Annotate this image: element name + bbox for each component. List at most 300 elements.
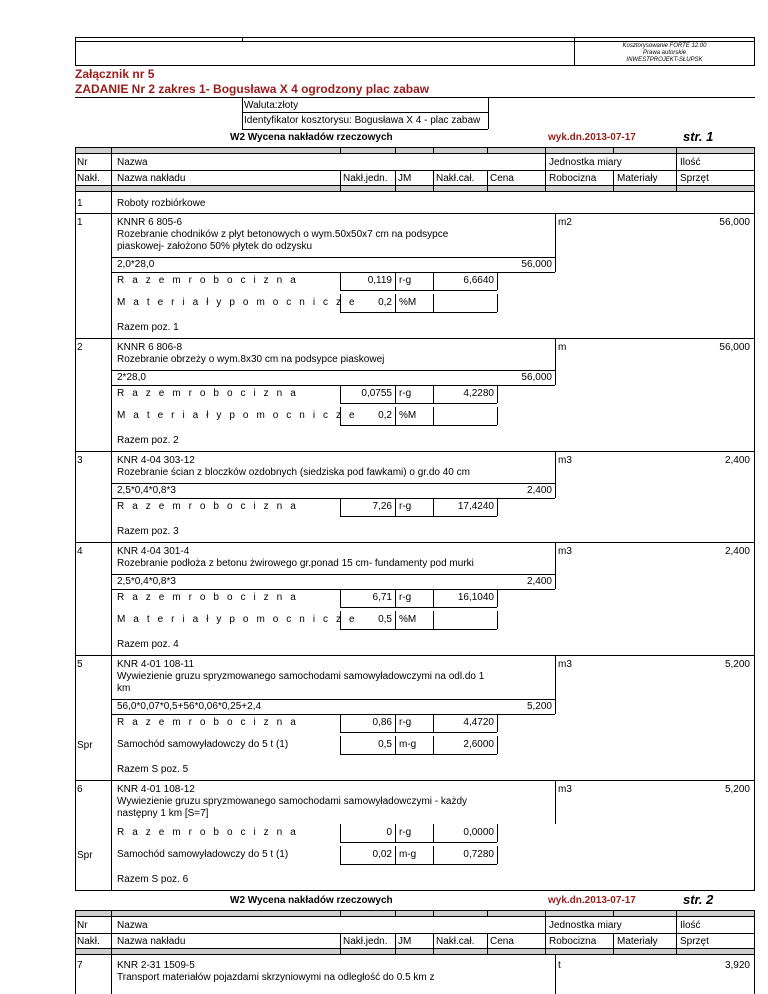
page-number: str. 2 (683, 892, 714, 907)
vertical-rule (555, 257, 556, 272)
vertical-rule (111, 520, 112, 542)
vertical-rule (111, 257, 112, 272)
vertical-rule (497, 611, 498, 629)
resource-norm: 0,0755 (361, 388, 392, 399)
horizontal-rule (75, 153, 755, 154)
col-name: Nazwa (117, 157, 148, 168)
horizontal-rule (75, 542, 755, 543)
vertical-rule (754, 498, 755, 520)
vertical-rule (111, 385, 112, 407)
col-nr: Nr (77, 920, 88, 931)
horizontal-rule (340, 864, 497, 865)
resource-total: 2,6000 (463, 739, 494, 750)
vertical-rule (111, 714, 112, 736)
vertical-rule (754, 338, 755, 370)
vertical-rule (497, 714, 498, 732)
position-quantity: 2,400 (724, 546, 750, 557)
horizontal-rule (75, 954, 755, 955)
position-number: 3 (77, 455, 83, 466)
resource-unit: m-g (399, 849, 417, 860)
horizontal-rule (340, 312, 497, 313)
col-resource-name: Nazwa nakładu (117, 173, 186, 184)
vertical-rule (754, 758, 755, 780)
vertical-rule (395, 611, 396, 629)
vertical-rule (111, 370, 112, 385)
vertical-rule (555, 370, 556, 385)
resource-norm: 0,86 (372, 717, 392, 728)
position-description: Wywiezienie gruzu spryzmowanego samochodami samowyładowczymi - każdy (117, 796, 468, 807)
horizontal-rule (111, 272, 555, 273)
vertical-rule (497, 498, 498, 516)
vertical-rule (555, 542, 556, 574)
vertical-rule (111, 699, 112, 714)
vertical-rule (111, 574, 112, 589)
vertical-rule (111, 824, 112, 846)
horizontal-rule (340, 607, 497, 608)
quantity-formula: 2,5*0,4*0,8*3 (117, 485, 176, 496)
col-norm: Nakł.jedn. (343, 173, 388, 184)
task-title: ZADANIE Nr 2 zakres 1- Bogusława X 4 ogrodzony plac zabaw (75, 82, 430, 96)
vertical-rule (75, 191, 76, 213)
formula-result: 2,400 (526, 576, 552, 587)
horizontal-rule (340, 754, 497, 755)
vertical-rule (75, 736, 76, 758)
vertical-rule (555, 699, 556, 714)
attachment-title: Załącznik nr 5 (75, 67, 155, 81)
vertical-rule (555, 213, 556, 257)
vertical-rule (754, 294, 755, 316)
resource-unit: r-g (399, 501, 412, 512)
horizontal-rule (242, 112, 488, 113)
vertical-rule (754, 257, 755, 272)
vertical-rule (497, 385, 498, 403)
catalog-code: KNR 4-01 108-12 (117, 784, 195, 795)
vertical-rule (111, 316, 112, 338)
vertical-rule (75, 589, 76, 611)
position-description: km (117, 683, 131, 694)
vertical-rule (555, 574, 556, 589)
vertical-rule (754, 483, 755, 498)
position-number: 4 (77, 546, 83, 557)
vertical-rule (75, 520, 76, 542)
vertical-rule (754, 736, 755, 758)
vertical-rule (497, 824, 498, 842)
position-quantity: 2,400 (724, 455, 750, 466)
horizontal-rule (111, 370, 555, 371)
resource-unit: r-g (399, 717, 412, 728)
vertical-rule (754, 846, 755, 868)
quantity-formula: 56,0*0,07*0,5+56*0,06*0,25+2,4 (117, 701, 262, 712)
horizontal-rule (75, 780, 755, 781)
horizontal-rule (75, 451, 755, 452)
position-number: 1 (77, 217, 83, 228)
vertical-rule (497, 272, 498, 290)
position-unit: m3 (558, 659, 572, 670)
position-quantity: 5,200 (724, 659, 750, 670)
resource-name: M a t e r i a ł y p o m o c n i c z e (117, 297, 358, 308)
vertical-rule (75, 370, 76, 385)
vertical-rule (111, 655, 112, 699)
resource-kind: Spr (77, 740, 93, 751)
resource-name: Samochód samowyładowczy do 5 t (1) (117, 849, 289, 860)
col-total: Nakł.cał. (436, 936, 475, 947)
vertical-rule (555, 451, 556, 483)
col-nakl: Nakł. (77, 173, 100, 184)
quantity-formula: 2,5*0,4*0,8*3 (117, 576, 176, 587)
vertical-rule (75, 483, 76, 498)
vertical-rule (111, 272, 112, 294)
horizontal-rule (111, 589, 555, 590)
software-name: Kosztorysowanie FORTE 12.00 (622, 43, 707, 49)
vertical-rule (111, 407, 112, 429)
vertical-rule (754, 520, 755, 542)
vertical-rule (433, 294, 434, 312)
horizontal-rule (75, 65, 755, 66)
resource-norm: 0,2 (378, 410, 392, 421)
position-description: Wywiezienie gruzu spryzmowanego samochodami samowyładowczymi na odl.do 1 (117, 671, 485, 682)
vertical-rule (75, 498, 76, 520)
position-summary: Razem S poz. 6 (117, 874, 189, 885)
col-labour: Robocizna (549, 936, 597, 947)
resource-total: 16,1040 (457, 592, 494, 603)
horizontal-rule (75, 170, 755, 171)
resource-name: R a z e m r o b o c i z n a (117, 275, 299, 286)
resource-unit: r-g (399, 275, 412, 286)
date-label: wyk.dn.2013-07-17 (548, 895, 636, 906)
vertical-rule (75, 574, 76, 589)
vertical-rule (754, 589, 755, 611)
company-name: INWESTPROJEKT-SŁUPSK (626, 57, 703, 63)
vertical-rule (111, 429, 112, 451)
vertical-rule (497, 736, 498, 754)
vertical-rule (75, 257, 76, 272)
resource-norm: 0,02 (372, 849, 392, 860)
vertical-rule (395, 714, 396, 732)
resource-norm: 7,26 (372, 501, 392, 512)
position-unit: m (558, 342, 567, 353)
vertical-rule (111, 191, 112, 213)
horizontal-rule (340, 732, 497, 733)
page-number: str. 1 (683, 129, 714, 144)
position-summary: Razem S poz. 5 (117, 764, 189, 775)
vertical-rule (111, 736, 112, 758)
col-materials: Materiały (617, 173, 658, 184)
catalog-code: KNR 2-31 1509-5 (117, 960, 195, 971)
vertical-rule (754, 699, 755, 714)
vertical-rule (754, 370, 755, 385)
vertical-rule (555, 483, 556, 498)
horizontal-rule (75, 41, 755, 42)
position-description: następny 1 km [S=7] (117, 808, 209, 819)
horizontal-rule (75, 213, 755, 214)
resource-name: R a z e m r o b o c i z n a (117, 388, 299, 399)
horizontal-rule (111, 574, 555, 575)
col-norm: Nakł.jedn. (343, 936, 388, 947)
vertical-rule (754, 868, 755, 890)
col-resource-name: Nazwa nakładu (117, 936, 186, 947)
position-description: Rozebranie obrzeży o wym.8x30 cm na podsypce piaskowej (117, 354, 385, 365)
vertical-rule (754, 824, 755, 846)
position-number: 5 (77, 659, 83, 670)
position-summary: Razem poz. 4 (117, 639, 179, 650)
vertical-rule (111, 633, 112, 655)
vertical-rule (111, 589, 112, 611)
position-description: Transport materiałów pojazdami skrzyniowymi na odległość do 0.5 km z (117, 972, 435, 983)
vertical-rule (75, 846, 76, 868)
position-description: Rozebranie chodników z płyt betonowych o wym.50x50x7 cm na podsypce (117, 229, 449, 240)
resource-unit: r-g (399, 827, 412, 838)
position-description: Rozebranie podłoża z betonu żwirowego gr.ponad 15 cm- fundamenty pod murki (117, 558, 474, 569)
vertical-rule (111, 483, 112, 498)
vertical-rule (75, 714, 76, 736)
vertical-rule (395, 272, 396, 290)
vertical-rule (75, 655, 76, 699)
resource-unit: %M (399, 410, 417, 421)
vertical-rule (497, 589, 498, 607)
resource-name: M a t e r i a ł y p o m o c n i c z e (117, 410, 358, 421)
resource-unit: r-g (399, 388, 412, 399)
vertical-rule (754, 316, 755, 338)
resource-total: 6,6640 (463, 275, 494, 286)
col-unit: Jednostka miary (549, 920, 622, 931)
formula-result: 56,000 (521, 372, 552, 383)
col-nakl: Nakł. (77, 936, 100, 947)
vertical-rule (555, 780, 556, 824)
position-description: Rozebranie ścian z bloczków ozdobnych (siedziska pod fawkami) o gr.do 40 cm (117, 467, 470, 478)
position-unit: m3 (558, 455, 572, 466)
vertical-rule (75, 294, 76, 316)
vertical-rule (754, 191, 755, 213)
vertical-rule (111, 846, 112, 868)
vertical-rule (555, 954, 556, 994)
horizontal-rule (340, 425, 497, 426)
vertical-rule (497, 294, 498, 312)
vertical-rule (75, 213, 76, 257)
vertical-rule (111, 780, 112, 824)
resource-unit: %M (399, 297, 417, 308)
resource-name: R a z e m r o b o c i z n a (117, 592, 299, 603)
vertical-rule (488, 97, 489, 129)
horizontal-rule (75, 933, 755, 934)
vertical-rule (111, 868, 112, 890)
catalog-code: KNR 4-04 301-4 (117, 546, 190, 557)
vertical-rule (754, 407, 755, 429)
horizontal-rule (340, 403, 497, 404)
vertical-rule (754, 611, 755, 633)
chapter-name: Roboty rozbiórkowe (117, 198, 206, 209)
vertical-rule (754, 451, 755, 483)
position-quantity: 5,200 (724, 784, 750, 795)
vertical-rule (754, 655, 755, 699)
resource-name: R a z e m r o b o c i z n a (117, 827, 299, 838)
vertical-rule (395, 846, 396, 864)
resource-unit: %M (399, 614, 417, 625)
vertical-rule (111, 758, 112, 780)
resource-norm: 0,2 (378, 297, 392, 308)
col-equipment: Sprzęt (680, 173, 709, 184)
col-total: Nakł.cał. (436, 173, 475, 184)
vertical-rule (754, 574, 755, 589)
resource-unit: m-g (399, 739, 417, 750)
vertical-rule (433, 611, 434, 629)
vertical-rule (555, 338, 556, 370)
horizontal-rule (340, 290, 497, 291)
horizontal-rule (242, 97, 488, 98)
horizontal-rule (242, 129, 488, 130)
horizontal-rule (111, 385, 555, 386)
vertical-rule (75, 316, 76, 338)
resource-total: 0,0000 (463, 827, 494, 838)
resource-name: Samochód samowyładowczy do 5 t (1) (117, 739, 289, 750)
position-summary: Razem poz. 2 (117, 435, 179, 446)
horizontal-rule (75, 890, 755, 891)
vertical-rule (75, 407, 76, 429)
position-unit: m3 (558, 784, 572, 795)
vertical-rule (75, 824, 76, 846)
vertical-rule (754, 542, 755, 574)
col-price: Cena (490, 173, 514, 184)
section-title: W2 Wycena nakładów rzeczowych (230, 132, 393, 143)
vertical-rule (75, 699, 76, 714)
resource-unit: r-g (399, 592, 412, 603)
col-nr: Nr (77, 157, 88, 168)
vertical-rule (75, 780, 76, 824)
vertical-rule (111, 294, 112, 316)
resource-norm: 0 (386, 827, 392, 838)
vertical-rule (754, 213, 755, 257)
copyright-label: Prawa autorskie (642, 50, 687, 56)
resource-norm: 6,71 (372, 592, 392, 603)
vertical-rule (75, 758, 76, 780)
position-summary: Razem poz. 1 (117, 322, 179, 333)
vertical-rule (75, 633, 76, 655)
vertical-rule (433, 407, 434, 425)
resource-name: R a z e m r o b o c i z n a (117, 717, 299, 728)
resource-total: 0,7280 (463, 849, 494, 860)
col-equipment: Sprzęt (680, 936, 709, 947)
col-labour: Robocizna (549, 173, 597, 184)
resource-name: M a t e r i a ł y p o m o c n i c z e (117, 614, 358, 625)
resource-norm: 0,119 (367, 275, 392, 286)
vertical-rule (754, 633, 755, 655)
position-unit: m2 (558, 217, 572, 228)
quantity-formula: 2*28,0 (117, 372, 146, 383)
chapter-number: 1 (77, 198, 83, 209)
catalog-code: KNR 4-04 303-12 (117, 455, 195, 466)
vertical-rule (754, 780, 755, 824)
vertical-rule (75, 542, 76, 574)
col-quantity: Ilość (680, 157, 701, 168)
vertical-rule (75, 611, 76, 633)
horizontal-rule (111, 257, 555, 258)
position-quantity: 56,000 (719, 217, 750, 228)
quantity-formula: 2,0*28,0 (117, 259, 155, 270)
catalog-code: KNR 4-01 108-11 (117, 659, 195, 670)
position-quantity: 56,000 (719, 342, 750, 353)
vertical-rule (395, 407, 396, 425)
horizontal-rule (75, 338, 755, 339)
vertical-rule (75, 385, 76, 407)
vertical-rule (395, 736, 396, 754)
col-name: Nazwa (117, 920, 148, 931)
vertical-rule (75, 954, 76, 994)
vertical-rule (497, 407, 498, 425)
vertical-rule (111, 611, 112, 633)
position-summary: Razem poz. 3 (117, 526, 179, 537)
vertical-rule (555, 655, 556, 699)
resource-kind: Spr (77, 850, 93, 861)
horizontal-rule (75, 37, 755, 38)
vertical-rule (497, 846, 498, 864)
vertical-rule (754, 954, 755, 994)
position-description: piaskowej- założono 50% płytek do odzysku (117, 241, 313, 252)
col-unit: Jednostka miary (549, 157, 622, 168)
vertical-rule (75, 451, 76, 483)
vertical-rule (111, 498, 112, 520)
col-materials: Materiały (617, 936, 658, 947)
col-jm: JM (398, 173, 412, 184)
vertical-rule (754, 385, 755, 407)
position-number: 6 (77, 784, 83, 795)
horizontal-rule (340, 516, 497, 517)
vertical-rule (395, 294, 396, 312)
vertical-rule (75, 272, 76, 294)
position-unit: m3 (558, 546, 572, 557)
vertical-rule (395, 498, 396, 516)
horizontal-rule (111, 714, 555, 715)
vertical-rule (395, 385, 396, 403)
vertical-rule (75, 338, 76, 370)
estimate-identifier: Identyfikator kosztorysu: Bogusława X 4 - plac zabaw (244, 115, 481, 126)
resource-name: R a z e m r o b o c i z n a (117, 501, 299, 512)
vertical-rule (395, 589, 396, 607)
position-number: 2 (77, 342, 83, 353)
col-price: Cena (490, 936, 514, 947)
vertical-rule (754, 429, 755, 451)
horizontal-rule (111, 699, 555, 700)
vertical-rule (111, 213, 112, 257)
formula-result: 2,400 (526, 485, 552, 496)
horizontal-rule (75, 655, 755, 656)
date-label: wyk.dn.2013-07-17 (548, 132, 636, 143)
vertical-rule (754, 714, 755, 736)
catalog-code: KNNR 6 806-8 (117, 342, 183, 353)
vertical-rule (75, 429, 76, 451)
vertical-rule (111, 338, 112, 370)
resource-total: 4,4720 (463, 717, 494, 728)
horizontal-rule (111, 483, 555, 484)
position-number: 7 (77, 960, 83, 971)
horizontal-rule (340, 629, 497, 630)
formula-result: 56,000 (521, 259, 552, 270)
horizontal-rule (75, 191, 755, 192)
section-title: W2 Wycena nakładów rzeczowych (230, 895, 393, 906)
vertical-rule (75, 868, 76, 890)
position-quantity: 3,920 (724, 960, 750, 971)
col-jm: JM (398, 936, 412, 947)
catalog-code: KNNR 6 805-6 (117, 217, 183, 228)
resource-total: 4,2280 (463, 388, 494, 399)
position-unit: t (558, 960, 561, 971)
resource-total: 17,4240 (457, 501, 494, 512)
resource-norm: 0,5 (378, 739, 392, 750)
vertical-rule (111, 451, 112, 483)
vertical-rule (111, 954, 112, 994)
formula-result: 5,200 (526, 701, 552, 712)
vertical-rule (395, 824, 396, 842)
currency-label: Waluta:złoty (244, 100, 299, 111)
vertical-rule (111, 542, 112, 574)
